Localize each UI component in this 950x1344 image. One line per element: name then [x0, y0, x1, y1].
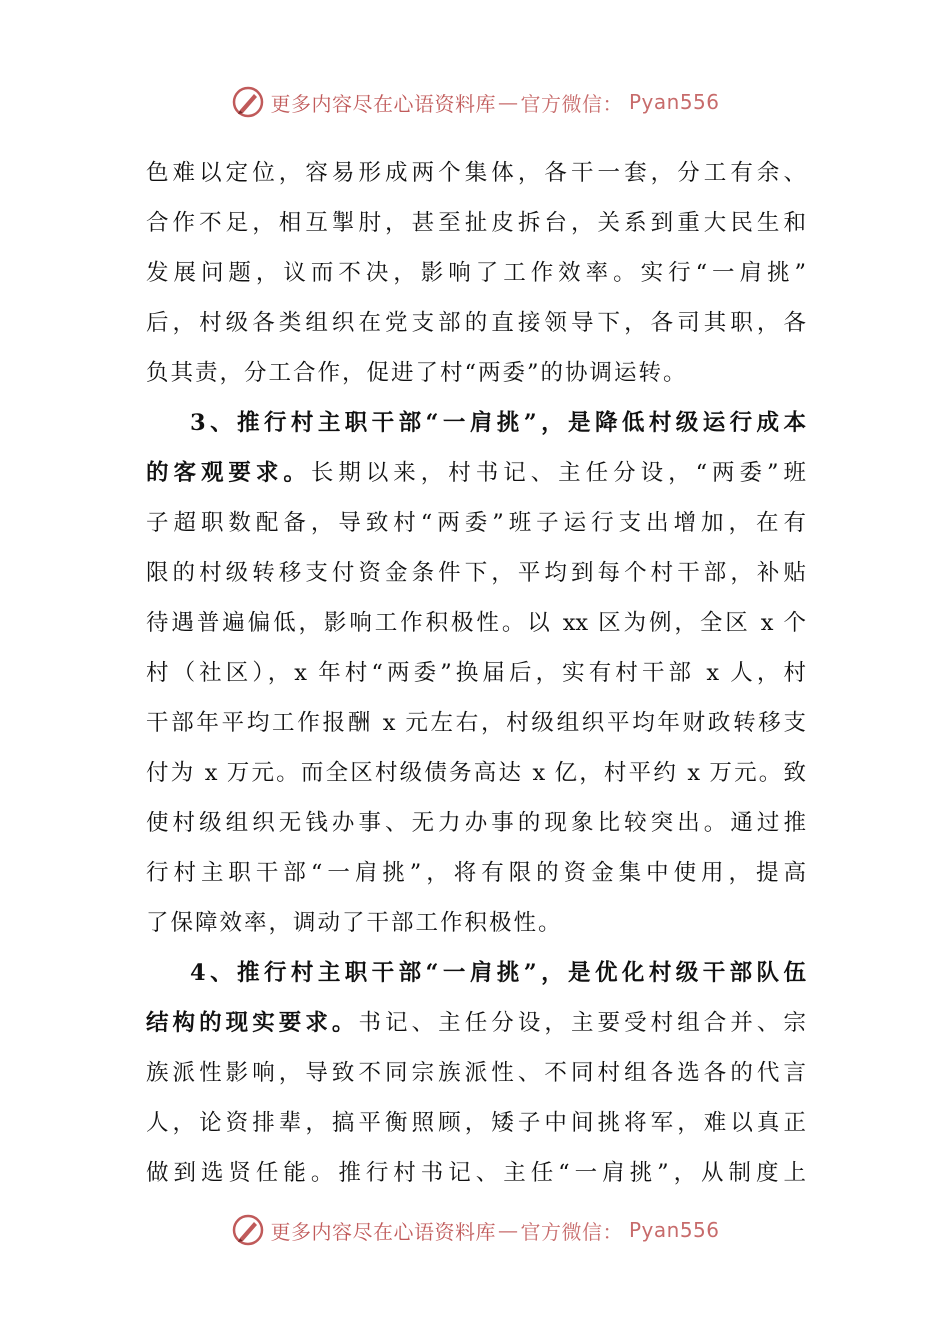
document-body	[146, 148, 806, 1198]
text-line-15: 行村主职干部“一肩挑”，将有限的资金集中使用，提高	[146, 860, 806, 886]
section-heading-3: 3、推行村主职干部“一肩挑”，是降低村级运行成本	[190, 410, 806, 436]
header-watermark-banner	[0, 82, 950, 122]
banner-wechat-label: 官方微信：	[520, 91, 623, 116]
pen-logo-icon	[230, 1212, 266, 1248]
text-line-4: 后，村级各类组织在党支部的直接领导下，各司其职，各	[146, 310, 806, 336]
text-line-2: 合作不足，相互掣肘，甚至扯皮拆台，关系到重大民生和	[146, 210, 806, 236]
text-line-20: 人，论资排辈，搞平衡照顾，矮子中间挑将军，难以真正	[146, 1110, 806, 1136]
text-line-19: 族派性影响，导致不同宗族派性、不同村组各选各的代言	[146, 1060, 806, 1086]
text-line-14: 使村级组织无钱办事、无力办事的现象比较突出。通过推	[146, 810, 806, 836]
text-line-12: 干部年平均工作报酬 x 元左右，村级组织平均年财政转移支	[146, 710, 806, 736]
banner-dash: —	[497, 90, 519, 114]
heading-line-4	[146, 948, 806, 998]
text-line-16: 了保障效率，调动了干部工作积极性。	[146, 910, 563, 936]
text-line-9: 限的村级转移支付资金条件下，平均到每个村干部，补贴	[146, 560, 806, 586]
text-line-10: 待遇普遍偏低，影响工作积极性。以 xx 区为例，全区 x 个	[146, 610, 806, 636]
section-heading-4-cont: 结构的现实要求。	[146, 1010, 359, 1036]
banner-brand-text: 更多内容尽在心语资料库	[270, 1219, 496, 1244]
text-line-7: 的客观要求。长期以来，村书记、主任分设，“两委”班	[146, 460, 806, 486]
text-line-3: 发展问题，议而不决，影响了工作效率。实行“一肩挑”	[146, 260, 806, 286]
section-heading-3-cont: 的客观要求。	[146, 460, 311, 486]
text-line-8: 子超职数配备，导致村“两委”班子运行支出增加，在有	[146, 510, 806, 536]
pen-logo-icon	[230, 84, 266, 120]
banner-brand-text: 更多内容尽在心语资料库	[270, 91, 496, 116]
section-heading-4: 4、推行村主职干部“一肩挑”，是优化村级干部队伍	[190, 960, 806, 986]
banner-wechat-id: Pyan556	[628, 1218, 720, 1242]
banner-dash: —	[497, 1218, 519, 1242]
text-line-11: 村（社区），x 年村“两委”换届后，实有村干部 x 人，村	[146, 660, 806, 686]
banner-wechat-label: 官方微信：	[520, 1219, 623, 1244]
text-line-1: 色难以定位，容易形成两个集体，各干一套，分工有余、	[146, 160, 806, 186]
text-line-18: 结构的现实要求。书记、主任分设，主要受村组合并、宗	[146, 1010, 806, 1036]
text-line-5: 负其责，分工合作，促进了村“两委”的协调运转。	[146, 360, 688, 386]
banner-wechat-id: Pyan556	[628, 90, 720, 114]
text-line-21: 做到选贤任能。推行村书记、主任“一肩挑”，从制度上	[146, 1160, 806, 1186]
text-line-13: 付为 x 万元。而全区村级债务高达 x 亿，村平约 x 万元。致	[146, 760, 806, 786]
heading-line-3	[146, 398, 806, 448]
footer-watermark-banner	[0, 1210, 950, 1250]
